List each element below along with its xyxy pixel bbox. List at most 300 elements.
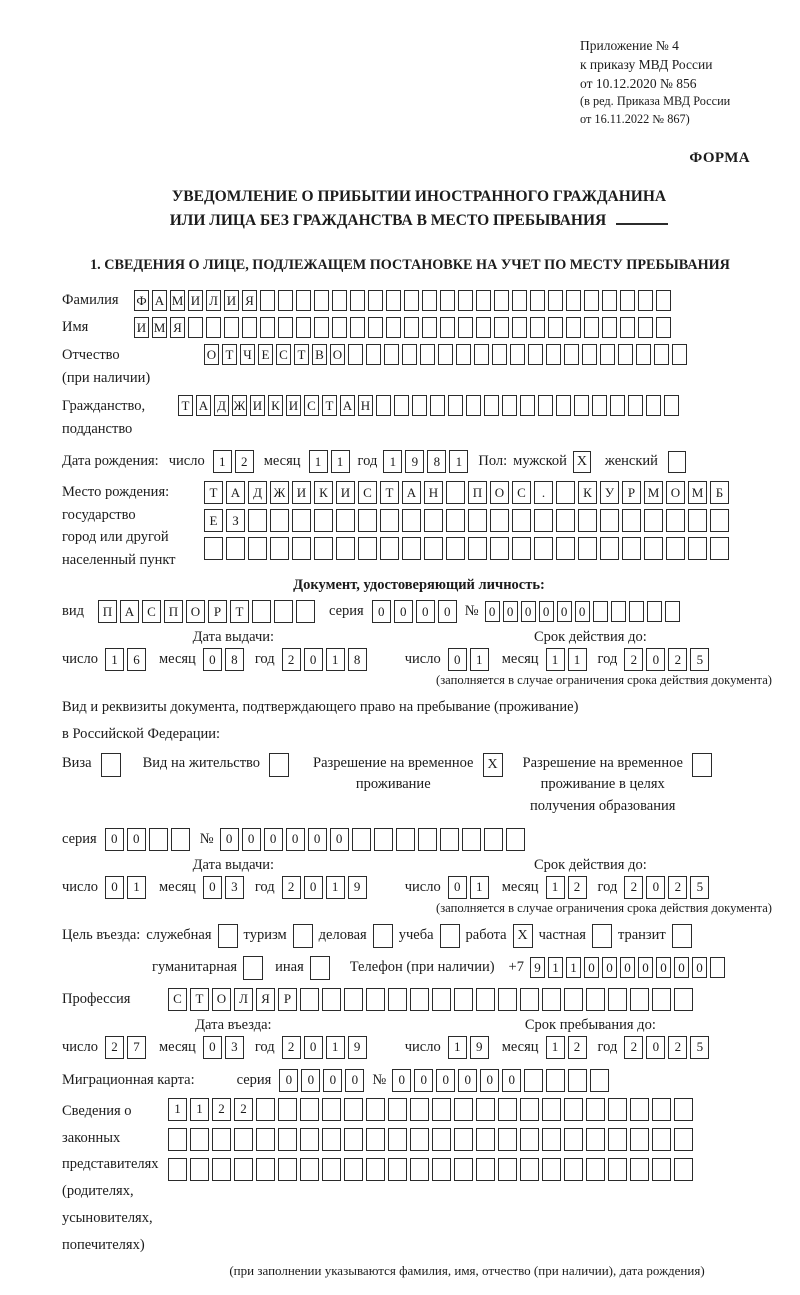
char-box[interactable] xyxy=(454,1158,473,1181)
char-box[interactable] xyxy=(610,395,625,416)
char-box[interactable] xyxy=(438,344,453,365)
char-box[interactable] xyxy=(256,1158,275,1181)
char-box[interactable]: П xyxy=(468,481,487,504)
char-box[interactable]: Е xyxy=(258,344,273,365)
char-box[interactable]: И xyxy=(292,481,311,504)
char-box[interactable]: Ч xyxy=(240,344,255,365)
char-box[interactable]: И xyxy=(188,290,203,311)
char-box[interactable]: Я xyxy=(256,988,275,1011)
char-box[interactable] xyxy=(420,344,435,365)
char-box[interactable] xyxy=(190,1158,209,1181)
char-box[interactable]: . xyxy=(534,481,553,504)
char-box[interactable] xyxy=(332,317,347,338)
char-box[interactable] xyxy=(476,1158,495,1181)
char-box[interactable] xyxy=(440,290,455,311)
purpose-inaya-checkbox[interactable] xyxy=(310,956,330,980)
char-box[interactable]: С xyxy=(358,481,377,504)
char-box[interactable]: 2 xyxy=(624,1036,643,1059)
char-box[interactable] xyxy=(530,317,545,338)
char-box[interactable] xyxy=(410,1158,429,1181)
char-box[interactable] xyxy=(512,509,531,532)
char-box[interactable] xyxy=(674,1098,693,1121)
char-box[interactable] xyxy=(322,988,341,1011)
char-box[interactable]: Ф xyxy=(134,290,149,311)
char-box[interactable] xyxy=(674,988,693,1011)
char-box[interactable] xyxy=(368,317,383,338)
char-box[interactable] xyxy=(446,537,465,560)
char-box[interactable]: 1 xyxy=(546,1036,565,1059)
char-box[interactable]: З xyxy=(226,509,245,532)
char-box[interactable] xyxy=(548,290,563,311)
char-box[interactable] xyxy=(644,509,663,532)
char-box[interactable]: 2 xyxy=(282,648,301,671)
char-box[interactable] xyxy=(498,1128,517,1151)
char-box[interactable]: А xyxy=(120,600,139,623)
char-box[interactable]: 2 xyxy=(668,648,687,671)
char-box[interactable] xyxy=(224,317,239,338)
char-box[interactable]: 0 xyxy=(503,601,518,622)
char-box[interactable]: 2 xyxy=(235,450,254,473)
char-box[interactable]: 9 xyxy=(348,876,367,899)
char-box[interactable] xyxy=(322,1158,341,1181)
char-box[interactable] xyxy=(484,828,503,851)
char-box[interactable]: 1 xyxy=(546,648,565,671)
char-box[interactable]: 2 xyxy=(668,1036,687,1059)
char-box[interactable]: С xyxy=(304,395,319,416)
char-box[interactable]: 2 xyxy=(668,876,687,899)
char-box[interactable]: 0 xyxy=(330,828,349,851)
char-box[interactable]: 1 xyxy=(566,957,581,978)
char-box[interactable] xyxy=(432,1098,451,1121)
char-box[interactable]: К xyxy=(578,481,597,504)
char-box[interactable]: 2 xyxy=(212,1098,231,1121)
char-box[interactable] xyxy=(710,509,729,532)
char-box[interactable] xyxy=(204,537,223,560)
char-box[interactable]: Т xyxy=(322,395,337,416)
char-box[interactable] xyxy=(600,537,619,560)
char-box[interactable] xyxy=(652,1128,671,1151)
char-box[interactable] xyxy=(600,509,619,532)
char-box[interactable]: 0 xyxy=(372,600,391,623)
char-box[interactable]: 0 xyxy=(656,957,671,978)
char-box[interactable] xyxy=(404,290,419,311)
purpose-ucheba-checkbox[interactable] xyxy=(440,924,460,948)
char-box[interactable] xyxy=(492,344,507,365)
char-box[interactable] xyxy=(520,1128,539,1151)
char-box[interactable] xyxy=(344,1158,363,1181)
char-box[interactable]: 0 xyxy=(458,1069,477,1092)
char-box[interactable] xyxy=(542,1158,561,1181)
char-box[interactable]: 0 xyxy=(242,828,261,851)
char-box[interactable] xyxy=(498,988,517,1011)
char-box[interactable]: Т xyxy=(190,988,209,1011)
char-box[interactable]: 0 xyxy=(584,957,599,978)
char-box[interactable]: 0 xyxy=(345,1069,364,1092)
char-box[interactable] xyxy=(600,344,615,365)
char-box[interactable]: 8 xyxy=(348,648,367,671)
char-box[interactable]: В xyxy=(312,344,327,365)
visa-checkbox[interactable] xyxy=(101,753,121,777)
char-box[interactable]: Н xyxy=(424,481,443,504)
char-box[interactable] xyxy=(652,988,671,1011)
char-box[interactable]: П xyxy=(164,600,183,623)
char-box[interactable] xyxy=(618,344,633,365)
char-box[interactable] xyxy=(296,317,311,338)
char-box[interactable]: Я xyxy=(242,290,257,311)
residence-permit-checkbox[interactable] xyxy=(269,753,289,777)
char-box[interactable]: И xyxy=(286,395,301,416)
char-box[interactable] xyxy=(546,1069,565,1092)
char-box[interactable] xyxy=(476,290,491,311)
char-box[interactable] xyxy=(688,537,707,560)
char-box[interactable] xyxy=(168,1158,187,1181)
char-box[interactable]: П xyxy=(98,600,117,623)
char-box[interactable]: 1 xyxy=(448,1036,467,1059)
char-box[interactable]: 1 xyxy=(568,648,587,671)
purpose-tranzit-checkbox[interactable] xyxy=(672,924,692,948)
char-box[interactable]: И xyxy=(224,290,239,311)
char-box[interactable]: Т xyxy=(204,481,223,504)
char-box[interactable] xyxy=(498,1158,517,1181)
char-box[interactable] xyxy=(248,509,267,532)
char-box[interactable] xyxy=(149,828,168,851)
char-box[interactable]: 0 xyxy=(521,601,536,622)
char-box[interactable] xyxy=(656,317,671,338)
char-box[interactable] xyxy=(602,290,617,311)
char-box[interactable] xyxy=(380,537,399,560)
char-box[interactable]: 0 xyxy=(602,957,617,978)
char-box[interactable] xyxy=(388,1128,407,1151)
char-box[interactable] xyxy=(656,290,671,311)
char-box[interactable] xyxy=(666,509,685,532)
char-box[interactable] xyxy=(608,1128,627,1151)
char-box[interactable] xyxy=(212,1158,231,1181)
char-box[interactable] xyxy=(410,988,429,1011)
char-box[interactable] xyxy=(546,344,561,365)
char-box[interactable]: И xyxy=(250,395,265,416)
char-box[interactable] xyxy=(530,290,545,311)
char-box[interactable] xyxy=(368,290,383,311)
char-box[interactable] xyxy=(402,509,421,532)
char-box[interactable] xyxy=(538,395,553,416)
char-box[interactable]: 1 xyxy=(470,876,489,899)
char-box[interactable] xyxy=(322,1128,341,1151)
char-box[interactable] xyxy=(586,1128,605,1151)
char-box[interactable] xyxy=(300,1128,319,1151)
char-box[interactable]: 0 xyxy=(539,601,554,622)
char-box[interactable] xyxy=(350,317,365,338)
char-box[interactable] xyxy=(520,1158,539,1181)
char-box[interactable]: 1 xyxy=(127,876,146,899)
char-box[interactable] xyxy=(418,828,437,851)
char-box[interactable] xyxy=(476,1128,495,1151)
char-box[interactable] xyxy=(542,1098,561,1121)
char-box[interactable]: 5 xyxy=(690,648,709,671)
char-box[interactable] xyxy=(410,1098,429,1121)
char-box[interactable]: 0 xyxy=(414,1069,433,1092)
char-box[interactable] xyxy=(278,1158,297,1181)
char-box[interactable] xyxy=(448,395,463,416)
char-box[interactable] xyxy=(344,1098,363,1121)
char-box[interactable] xyxy=(534,509,553,532)
char-box[interactable] xyxy=(586,1158,605,1181)
char-box[interactable] xyxy=(672,344,687,365)
char-box[interactable] xyxy=(512,537,531,560)
char-box[interactable]: 2 xyxy=(234,1098,253,1121)
char-box[interactable] xyxy=(556,509,575,532)
char-box[interactable] xyxy=(344,988,363,1011)
char-box[interactable] xyxy=(446,509,465,532)
char-box[interactable] xyxy=(388,1098,407,1121)
char-box[interactable] xyxy=(432,1158,451,1181)
char-box[interactable]: 1 xyxy=(548,957,563,978)
char-box[interactable]: 0 xyxy=(279,1069,298,1092)
char-box[interactable] xyxy=(344,1128,363,1151)
char-box[interactable] xyxy=(278,290,293,311)
char-box[interactable] xyxy=(462,828,481,851)
char-box[interactable]: 1 xyxy=(470,648,489,671)
char-box[interactable]: 1 xyxy=(449,450,468,473)
char-box[interactable] xyxy=(636,344,651,365)
char-box[interactable] xyxy=(404,317,419,338)
char-box[interactable]: Б xyxy=(710,481,729,504)
char-box[interactable]: 1 xyxy=(105,648,124,671)
char-box[interactable] xyxy=(520,988,539,1011)
char-box[interactable] xyxy=(458,317,473,338)
char-box[interactable] xyxy=(620,290,635,311)
char-box[interactable]: 1 xyxy=(326,876,345,899)
char-box[interactable]: 9 xyxy=(470,1036,489,1059)
char-box[interactable]: 0 xyxy=(220,828,239,851)
char-box[interactable] xyxy=(476,317,491,338)
char-box[interactable] xyxy=(366,344,381,365)
char-box[interactable] xyxy=(410,1128,429,1151)
char-box[interactable]: Е xyxy=(204,509,223,532)
char-box[interactable]: 0 xyxy=(638,957,653,978)
char-box[interactable] xyxy=(556,395,571,416)
char-box[interactable] xyxy=(440,828,459,851)
char-box[interactable] xyxy=(248,537,267,560)
char-box[interactable]: Р xyxy=(622,481,641,504)
temp-residence-checkbox[interactable]: X xyxy=(483,753,503,777)
char-box[interactable] xyxy=(568,1069,587,1092)
char-box[interactable]: 0 xyxy=(575,601,590,622)
char-box[interactable] xyxy=(593,601,608,622)
char-box[interactable]: М xyxy=(170,290,185,311)
char-box[interactable] xyxy=(432,988,451,1011)
char-box[interactable] xyxy=(608,1158,627,1181)
char-box[interactable]: 0 xyxy=(480,1069,499,1092)
char-box[interactable]: 0 xyxy=(308,828,327,851)
char-box[interactable]: А xyxy=(152,290,167,311)
char-box[interactable]: 0 xyxy=(485,601,500,622)
char-box[interactable] xyxy=(314,537,333,560)
char-box[interactable]: Ж xyxy=(232,395,247,416)
char-box[interactable] xyxy=(520,395,535,416)
char-box[interactable] xyxy=(386,290,401,311)
char-box[interactable]: 0 xyxy=(436,1069,455,1092)
char-box[interactable] xyxy=(234,1158,253,1181)
char-box[interactable] xyxy=(212,1128,231,1151)
char-box[interactable] xyxy=(270,509,289,532)
char-box[interactable] xyxy=(524,1069,543,1092)
char-box[interactable] xyxy=(542,988,561,1011)
char-box[interactable] xyxy=(402,537,421,560)
char-box[interactable]: 0 xyxy=(448,876,467,899)
char-box[interactable] xyxy=(592,395,607,416)
char-box[interactable] xyxy=(586,988,605,1011)
char-box[interactable]: 0 xyxy=(203,876,222,899)
char-box[interactable] xyxy=(424,509,443,532)
char-box[interactable]: А xyxy=(340,395,355,416)
char-box[interactable]: 0 xyxy=(392,1069,411,1092)
char-box[interactable] xyxy=(629,601,644,622)
char-box[interactable]: А xyxy=(196,395,211,416)
char-box[interactable]: 1 xyxy=(190,1098,209,1121)
char-box[interactable]: 0 xyxy=(692,957,707,978)
char-box[interactable]: 0 xyxy=(448,648,467,671)
char-box[interactable] xyxy=(498,1098,517,1121)
char-box[interactable] xyxy=(336,537,355,560)
char-box[interactable] xyxy=(608,988,627,1011)
char-box[interactable]: 0 xyxy=(646,876,665,899)
char-box[interactable]: 5 xyxy=(690,1036,709,1059)
char-box[interactable]: 1 xyxy=(326,648,345,671)
char-box[interactable]: 1 xyxy=(331,450,350,473)
char-box[interactable] xyxy=(366,1128,385,1151)
char-box[interactable] xyxy=(332,290,347,311)
char-box[interactable] xyxy=(292,537,311,560)
char-box[interactable] xyxy=(586,1098,605,1121)
char-box[interactable] xyxy=(584,317,599,338)
female-checkbox[interactable] xyxy=(668,451,686,473)
char-box[interactable] xyxy=(590,1069,609,1092)
char-box[interactable] xyxy=(422,290,437,311)
char-box[interactable]: 0 xyxy=(105,876,124,899)
char-box[interactable] xyxy=(458,290,473,311)
char-box[interactable] xyxy=(502,395,517,416)
char-box[interactable] xyxy=(336,509,355,532)
char-box[interactable]: 0 xyxy=(127,828,146,851)
char-box[interactable] xyxy=(710,957,725,978)
char-box[interactable] xyxy=(564,1098,583,1121)
char-box[interactable]: С xyxy=(142,600,161,623)
purpose-gumanitarnaya-checkbox[interactable] xyxy=(243,956,263,980)
char-box[interactable] xyxy=(256,1098,275,1121)
char-box[interactable]: 0 xyxy=(557,601,572,622)
char-box[interactable] xyxy=(574,395,589,416)
char-box[interactable]: 0 xyxy=(646,648,665,671)
char-box[interactable]: А xyxy=(226,481,245,504)
char-box[interactable]: 0 xyxy=(105,828,124,851)
char-box[interactable]: 0 xyxy=(304,1036,323,1059)
char-box[interactable]: Т xyxy=(230,600,249,623)
char-box[interactable]: 0 xyxy=(674,957,689,978)
char-box[interactable] xyxy=(476,1098,495,1121)
char-box[interactable]: 0 xyxy=(394,600,413,623)
char-box[interactable] xyxy=(278,317,293,338)
char-box[interactable]: Л xyxy=(234,988,253,1011)
char-box[interactable] xyxy=(358,509,377,532)
char-box[interactable] xyxy=(314,317,329,338)
char-box[interactable] xyxy=(584,290,599,311)
char-box[interactable] xyxy=(292,509,311,532)
char-box[interactable] xyxy=(430,395,445,416)
char-box[interactable]: 2 xyxy=(624,876,643,899)
char-box[interactable] xyxy=(374,828,393,851)
char-box[interactable] xyxy=(256,1128,275,1151)
char-box[interactable] xyxy=(270,537,289,560)
char-box[interactable] xyxy=(674,1158,693,1181)
char-box[interactable] xyxy=(190,1128,209,1151)
char-box[interactable] xyxy=(366,1158,385,1181)
char-box[interactable] xyxy=(394,395,409,416)
char-box[interactable] xyxy=(296,600,315,623)
char-box[interactable]: И xyxy=(134,317,149,338)
char-box[interactable] xyxy=(578,537,597,560)
char-box[interactable] xyxy=(234,1128,253,1151)
char-box[interactable] xyxy=(260,290,275,311)
char-box[interactable] xyxy=(564,988,583,1011)
char-box[interactable] xyxy=(664,395,679,416)
char-box[interactable]: О xyxy=(330,344,345,365)
char-box[interactable]: 0 xyxy=(646,1036,665,1059)
char-box[interactable] xyxy=(582,344,597,365)
char-box[interactable]: 1 xyxy=(309,450,328,473)
char-box[interactable]: С xyxy=(168,988,187,1011)
char-box[interactable]: 1 xyxy=(168,1098,187,1121)
char-box[interactable]: 1 xyxy=(213,450,232,473)
char-box[interactable] xyxy=(630,1098,649,1121)
char-box[interactable] xyxy=(608,1098,627,1121)
char-box[interactable]: Т xyxy=(294,344,309,365)
char-box[interactable] xyxy=(386,317,401,338)
char-box[interactable]: М xyxy=(644,481,663,504)
char-box[interactable]: С xyxy=(512,481,531,504)
char-box[interactable] xyxy=(652,1158,671,1181)
char-box[interactable] xyxy=(440,317,455,338)
char-box[interactable] xyxy=(278,1128,297,1151)
char-box[interactable]: 9 xyxy=(405,450,424,473)
char-box[interactable] xyxy=(652,1098,671,1121)
char-box[interactable]: 9 xyxy=(530,957,545,978)
char-box[interactable] xyxy=(384,344,399,365)
char-box[interactable]: 5 xyxy=(690,876,709,899)
char-box[interactable]: У xyxy=(600,481,619,504)
char-box[interactable] xyxy=(358,537,377,560)
char-box[interactable] xyxy=(252,600,271,623)
char-box[interactable]: М xyxy=(688,481,707,504)
char-box[interactable] xyxy=(422,317,437,338)
char-box[interactable] xyxy=(388,988,407,1011)
char-box[interactable] xyxy=(490,537,509,560)
char-box[interactable]: 0 xyxy=(301,1069,320,1092)
char-box[interactable] xyxy=(366,1098,385,1121)
char-box[interactable] xyxy=(506,828,525,851)
char-box[interactable] xyxy=(350,290,365,311)
char-box[interactable] xyxy=(611,601,626,622)
char-box[interactable]: 7 xyxy=(127,1036,146,1059)
char-box[interactable]: 6 xyxy=(127,648,146,671)
purpose-rabota-checkbox[interactable]: X xyxy=(513,924,533,948)
char-box[interactable]: 1 xyxy=(546,876,565,899)
char-box[interactable]: 2 xyxy=(568,1036,587,1059)
char-box[interactable]: О xyxy=(186,600,205,623)
char-box[interactable]: 0 xyxy=(416,600,435,623)
char-box[interactable] xyxy=(630,1128,649,1151)
char-box[interactable]: Д xyxy=(248,481,267,504)
char-box[interactable]: 3 xyxy=(225,1036,244,1059)
